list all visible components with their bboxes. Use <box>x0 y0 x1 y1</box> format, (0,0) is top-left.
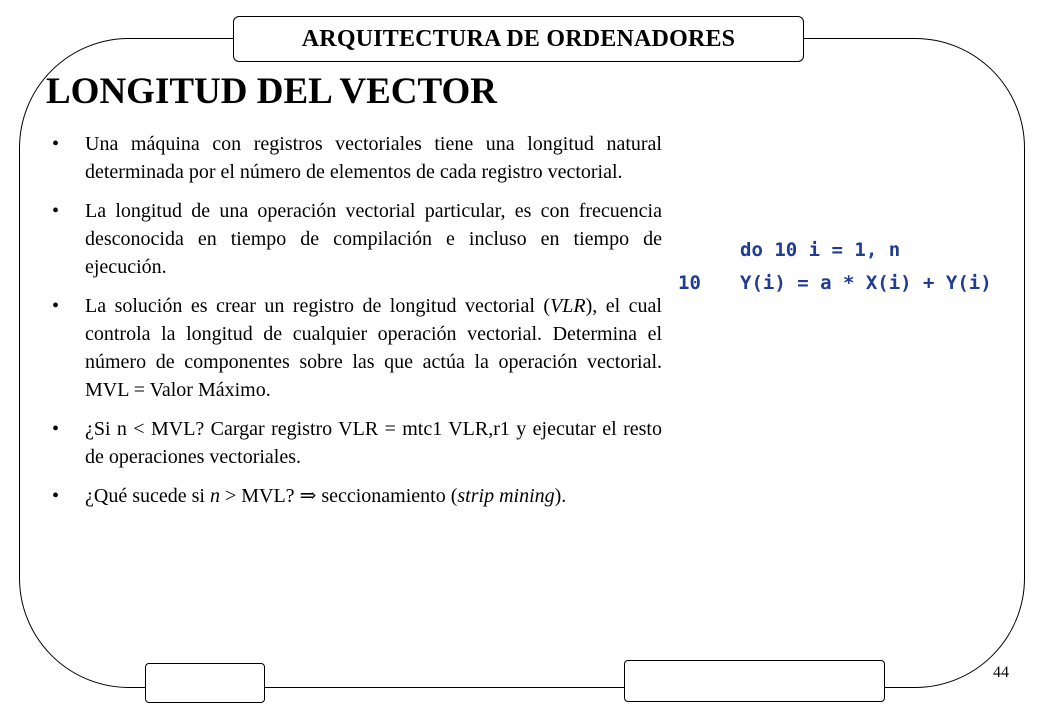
header-title: ARQUITECTURA DE ORDENADORES <box>301 25 736 52</box>
text-part: ¿Qué sucede si <box>85 485 210 507</box>
bullet-dot: • <box>52 133 60 155</box>
strip-mining-term: strip mining <box>457 485 555 507</box>
vlr-term: VLR <box>550 295 586 317</box>
footer-right-box <box>624 660 885 702</box>
text-part: ). <box>554 485 567 507</box>
bullet-item <box>50 130 662 186</box>
slide-title: LONGITUD DEL VECTOR <box>46 71 497 112</box>
code-line-text: do 10 i = 1, n <box>740 239 901 261</box>
code-line-text: Y(i) = a * X(i) + Y(i) <box>740 272 992 294</box>
bullet-list <box>50 130 662 521</box>
code-line <box>678 234 992 267</box>
footer-left-box <box>145 663 265 703</box>
bullet-dot: • <box>52 200 60 222</box>
text-part: ), el cual controla la longitud de cualquier operación vectorial. Determina el número de componentes sobre las que actúa la operación vectorial. MVL = Valor Máximo. <box>85 295 662 401</box>
bullet-item <box>50 292 662 404</box>
text-part: > MVL? <box>219 485 300 507</box>
text-part: seccionamiento ( <box>316 485 458 507</box>
bullet-text <box>85 295 662 401</box>
bullet-dot: • <box>52 418 60 440</box>
bullet-item <box>50 197 662 281</box>
text-part: La solución es crear un registro de longitud vectorial ( <box>85 295 551 317</box>
bullet-item <box>50 482 662 510</box>
bullet-text <box>85 485 566 507</box>
page-number: 44 <box>993 664 1009 681</box>
code-line-label: 10 <box>678 272 701 294</box>
bullet-text: Una máquina con registros vectoriales tiene una longitud natural determinada por el número de elementos de cada registro vectorial. <box>85 133 662 183</box>
code-snippet <box>678 234 992 300</box>
bullet-text: La longitud de una operación vectorial particular, es con frecuencia desconocida en tiempo de compilación e incluso en tiempo de ejecución. <box>85 200 662 278</box>
bullet-dot: • <box>52 295 60 317</box>
implies-icon: ⇒ <box>299 485 317 507</box>
header-box <box>233 16 804 62</box>
bullet-item <box>50 415 662 471</box>
bullet-dot: • <box>52 485 60 507</box>
bullet-text: ¿Si n < MVL? Cargar registro VLR = mtc1 VLR,r1 y ejecutar el resto de operaciones vectoriales. <box>85 418 662 468</box>
n-variable: n <box>209 485 220 507</box>
code-line <box>678 267 992 300</box>
